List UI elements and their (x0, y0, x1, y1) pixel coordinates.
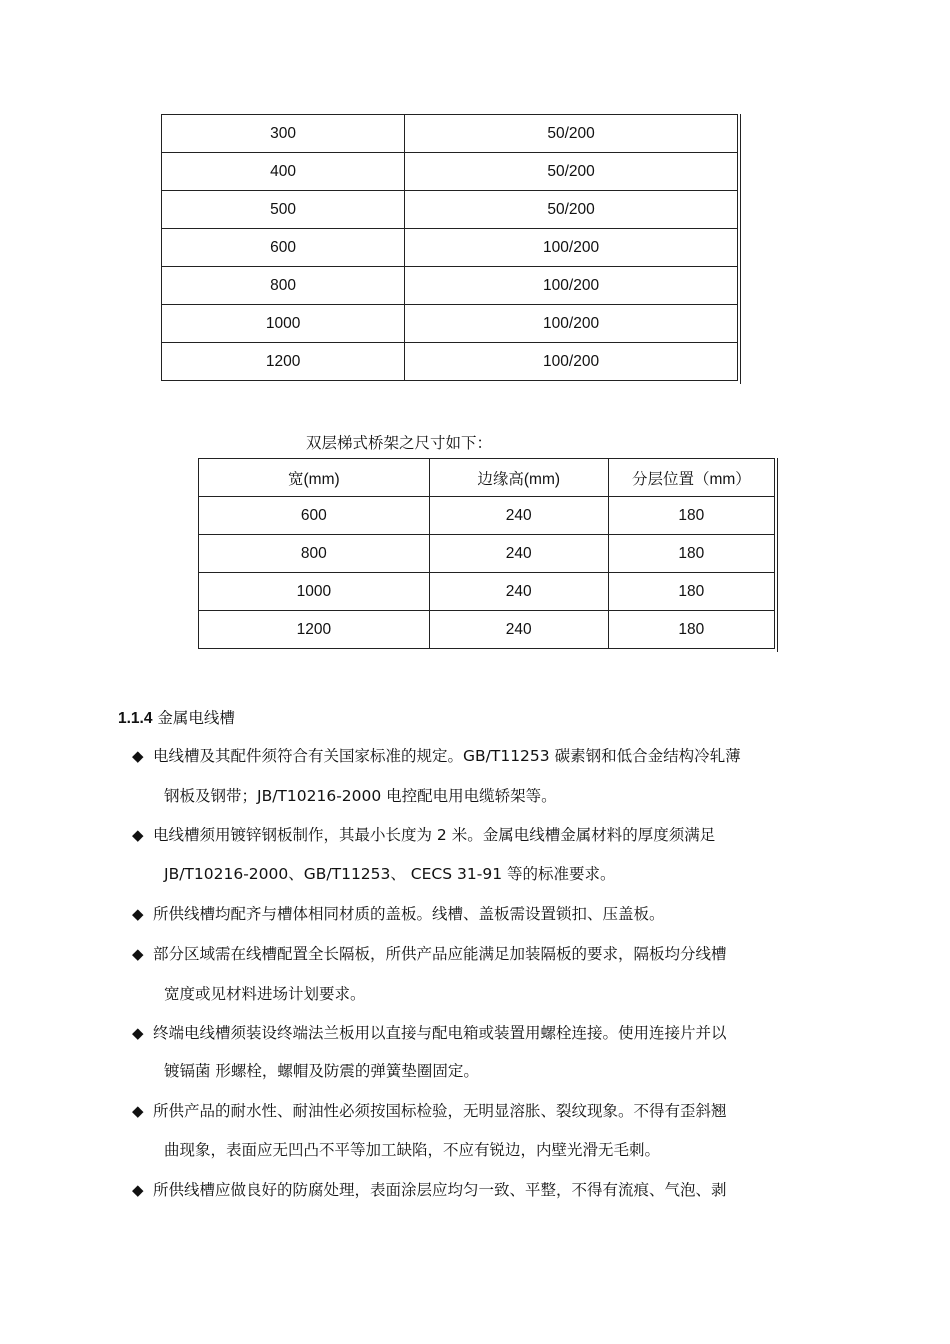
table-row (162, 229, 738, 267)
table-cell: 600 (162, 229, 405, 267)
table-cell: 240 (429, 573, 608, 611)
bullet-text: 电线槽及其配件须符合有关国家标准的规定。GB/T11253 碳素钢和低合金结构冷轧薄 (153, 747, 741, 765)
table-row (199, 497, 775, 535)
diamond-bullet-icon: ◆ (132, 826, 144, 844)
bullet-text: 部分区域需在线槽配置全长隔板，所供产品应能满足加装隔板的要求，隔板均分线槽 (153, 945, 727, 963)
diamond-bullet-icon: ◆ (132, 1181, 144, 1199)
bullet-text: 终端电线槽须装设终端法兰板用以直接与配电箱或装置用螺栓连接。使用连接片并以 (153, 1024, 727, 1042)
table-row (162, 153, 738, 191)
table-cell: 1000 (162, 305, 405, 343)
bullet-text: JB/T10216-2000、GB/T11253、 CECS 31-91 等的标准要求。 (164, 865, 616, 883)
table-cell: 240 (429, 535, 608, 573)
column-header: 边缘高(mm) (429, 459, 608, 497)
table-cell: 180 (608, 611, 774, 649)
diamond-bullet-icon: ◆ (132, 945, 144, 963)
bullet-text: 曲现象，表面应无凹凸不平等加工缺陷，不应有锐边，内壁光滑无毛刺。 (164, 1141, 661, 1159)
bullet-text: 电线槽须用镀锌钢板制作，其最小长度为 2 米。金属电线槽金属材料的厚度须满足 (153, 826, 716, 844)
table-cell: 1200 (162, 343, 405, 381)
section-heading (118, 706, 235, 728)
bullet-text: 镀镉菌 形螺栓，螺帽及防震的弹簧垫圈固定。 (164, 1062, 479, 1080)
table-cell: 100/200 (405, 229, 738, 267)
table-cell: 240 (429, 497, 608, 535)
diamond-bullet-icon: ◆ (132, 1102, 144, 1120)
bullet-text: 宽度或见材料进场计划要求。 (164, 985, 366, 1003)
diamond-bullet-icon: ◆ (132, 1024, 144, 1042)
table-cell: 180 (608, 535, 774, 573)
table-cell: 800 (162, 267, 405, 305)
table-cell: 180 (608, 573, 774, 611)
table-row (199, 535, 775, 573)
table-cell: 50/200 (405, 191, 738, 229)
double-layer-tray-table (198, 458, 775, 649)
table-cell: 300 (162, 115, 405, 153)
table-cell: 600 (199, 497, 430, 535)
table-cell: 800 (199, 535, 430, 573)
table-cell: 180 (608, 497, 774, 535)
bullet-text: 所供产品的耐水性、耐油性必须按国标检验，无明显溶胀、裂纹现象。不得有歪斜翘 (153, 1102, 727, 1120)
diamond-bullet-icon: ◆ (132, 747, 144, 765)
column-header: 宽(mm) (199, 459, 430, 497)
table-cell: 240 (429, 611, 608, 649)
table-border-line (740, 114, 741, 384)
table-row (162, 267, 738, 305)
table-cell: 100/200 (405, 267, 738, 305)
table-row (162, 305, 738, 343)
table-cell: 400 (162, 153, 405, 191)
table-cell: 100/200 (405, 343, 738, 381)
bullet-text: 所供线槽应做良好的防腐处理，表面涂层应均匀一致、平整，不得有流痕、气泡、剥 (153, 1181, 727, 1199)
section-title: 金属电线槽 (157, 709, 235, 727)
tray-size-table (161, 114, 738, 381)
table-cell: 50/200 (405, 153, 738, 191)
table-cell: 100/200 (405, 305, 738, 343)
table-row (162, 191, 738, 229)
table-cell: 1200 (199, 611, 430, 649)
table-row (199, 573, 775, 611)
table-row (162, 343, 738, 381)
table-border-line (777, 458, 778, 652)
bullet-text: 所供线槽均配齐与槽体相同材质的盖板。线槽、盖板需设置锁扣、压盖板。 (153, 905, 665, 923)
section-number: 1.1.4 (118, 710, 153, 727)
table-row (162, 115, 738, 153)
table-caption: 双层梯式桥架之尺寸如下： (306, 434, 493, 452)
table-cell: 500 (162, 191, 405, 229)
column-header: 分层位置（mm） (608, 459, 774, 497)
table-row (199, 611, 775, 649)
table-header-row (199, 459, 775, 497)
table-cell: 1000 (199, 573, 430, 611)
table-cell: 50/200 (405, 115, 738, 153)
bullet-text: 钢板及钢带；JB/T10216-2000 电控配电用电缆轿架等。 (164, 787, 557, 805)
diamond-bullet-icon: ◆ (132, 905, 144, 923)
